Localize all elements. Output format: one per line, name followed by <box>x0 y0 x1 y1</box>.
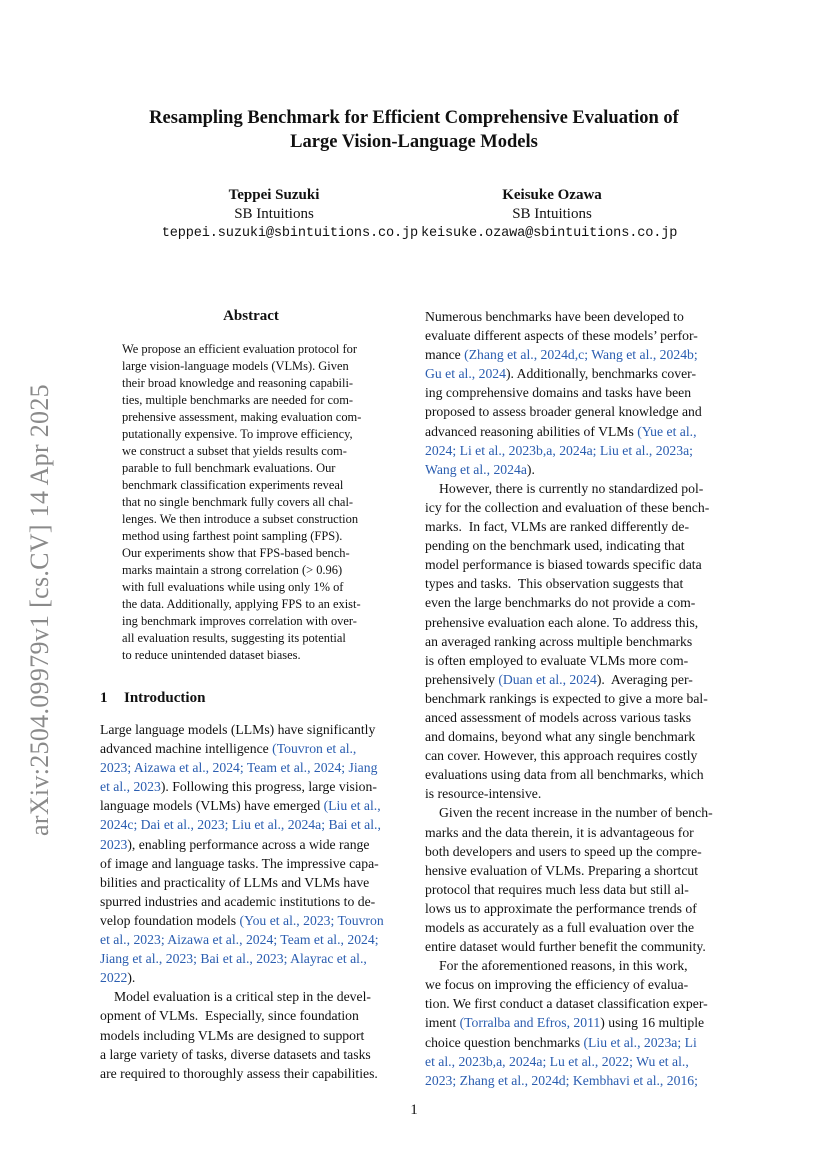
text-line <box>100 1064 410 1083</box>
text-line <box>425 555 733 574</box>
text-segment: benchmark rankings is expected to give a more bal- <box>425 690 708 706</box>
text-line <box>425 689 733 708</box>
text-line <box>425 632 733 651</box>
text-segment: protocol that requires much less data but still al- <box>425 881 689 897</box>
text-line <box>100 815 410 834</box>
text-segment: iment <box>425 1015 460 1031</box>
text-segment: a large variety of tasks, diverse datasets and tasks <box>100 1046 371 1062</box>
author-2-block <box>438 186 666 224</box>
citation-link[interactable]: 2023; Aizawa et al., 2024; Team et al., 2024; Jiang <box>100 760 378 776</box>
text-line <box>100 854 410 873</box>
text-line <box>100 911 410 930</box>
abstract-line: the data. Additionally, applying FPS to an exist- <box>122 597 361 611</box>
abstract-line: large vision-language models (VLMs). Given <box>122 359 349 373</box>
text-line <box>425 593 733 612</box>
text-segment: even the large benchmarks do not provide a com- <box>425 595 696 611</box>
text-line <box>100 930 410 949</box>
abstract-line: method using farthest point sampling (FPS). <box>122 529 343 543</box>
abstract-line: Our experiments show that FPS-based bench- <box>122 546 350 560</box>
citation-link[interactable]: 2022 <box>100 970 128 986</box>
citation-link[interactable]: (Liu et al., <box>323 798 381 814</box>
text-line <box>425 441 733 460</box>
abstract-line: their broad knowledge and reasoning capabili- <box>122 376 354 390</box>
text-line <box>425 746 733 765</box>
abstract-body <box>122 341 380 664</box>
abstract-line: to reduce unintended dataset biases. <box>122 648 301 662</box>
citation-link[interactable]: et al., 2023; Aizawa et al., 2024; Team et al., 2024; <box>100 932 379 948</box>
text-segment: ). Averaging per- <box>596 671 693 687</box>
text-segment: and domains, beyond what any single benchmark <box>425 729 696 745</box>
text-segment: is resource-intensive. <box>425 786 542 802</box>
citation-link[interactable]: (Yue et al., <box>637 423 697 439</box>
text-segment: we focus on improving the efficiency of evalua- <box>425 977 689 993</box>
text-line <box>425 498 733 517</box>
text-segment: For the aforementioned reasons, in this work, <box>439 958 688 974</box>
text-line <box>425 956 733 975</box>
text-line <box>425 803 733 822</box>
text-line <box>425 861 733 880</box>
text-segment: prehensive evaluation each alone. To address this, <box>425 614 699 630</box>
text-line <box>425 975 733 994</box>
text-line <box>425 326 733 345</box>
text-line <box>425 1013 733 1032</box>
text-line <box>425 727 733 746</box>
text-segment: types and tasks. This observation suggests that <box>425 576 684 592</box>
citation-link[interactable]: 2023; Zhang et al., 2024d; Kembhavi et al., 2016; <box>425 1072 698 1088</box>
text-line <box>425 517 733 536</box>
text-line <box>100 968 410 987</box>
citation-link[interactable]: (Torralba and Efros, 2011 <box>459 1015 601 1031</box>
text-segment: ) using 16 multiple <box>600 1015 705 1031</box>
text-segment: spurred industries and academic institutions to de- <box>100 893 376 909</box>
citation-link[interactable]: Jiang et al., 2023; Bai et al., 2023; Alayrac et al., <box>100 951 367 967</box>
text-segment: bilities and practicality of LLMs and VLMs have <box>100 874 370 890</box>
text-segment: marks. In fact, VLMs are ranked differently de- <box>425 519 690 535</box>
text-line <box>425 994 733 1013</box>
author-email[interactable]: keisuke.ozawa@sbintuitions.co.jp <box>421 226 678 241</box>
text-line <box>425 364 733 383</box>
text-line <box>425 880 733 899</box>
text-segment: pending on the benchmark used, indicating that <box>425 538 685 554</box>
text-segment: model performance is biased towards specific data <box>425 557 702 573</box>
citation-link[interactable]: 2023 <box>100 836 128 852</box>
arxiv-stamp: arXiv:2504.09979v1 [cs.CV] 14 Apr 2025 <box>25 384 54 836</box>
text-line <box>425 670 733 689</box>
text-segment: Numerous benchmarks have been developed to <box>425 309 684 324</box>
abstract-line: with full evaluations while using only 1% of <box>122 580 344 594</box>
text-segment: evaluate different aspects of these models’ perfor- <box>425 328 698 344</box>
abstract-heading: Abstract <box>223 308 279 324</box>
citation-link[interactable]: (Liu et al., 2023a; Li <box>583 1034 697 1050</box>
text-segment: ), enabling performance across a wide range <box>127 836 370 852</box>
text-line <box>100 758 410 777</box>
text-segment: are required to thoroughly assess their capabilities. <box>100 1065 378 1081</box>
abstract-line: putationally expensive. To improve efficiency, <box>122 427 353 441</box>
author-affiliation: SB Intuitions <box>512 206 592 222</box>
text-line <box>425 479 733 498</box>
abstract-line: benchmark classification experiments reveal <box>122 478 344 492</box>
text-line <box>425 1033 733 1052</box>
text-line <box>425 402 733 421</box>
text-line <box>425 1052 733 1071</box>
text-segment: prehensively <box>425 671 499 687</box>
text-segment: an averaged ranking across multiple benchmarks <box>425 633 693 649</box>
text-line <box>100 987 410 1006</box>
abstract-line: all evaluation results, suggesting its potential <box>122 631 346 645</box>
text-segment: anced assessment of models across various tasks <box>425 709 692 725</box>
text-segment: evaluations using data from all benchmarks, which <box>425 767 704 783</box>
abstract-line: We propose an efficient evaluation protocol for <box>122 342 357 356</box>
text-segment: tion. We first conduct a dataset classification exper- <box>425 996 708 1012</box>
citation-link[interactable]: et al., 2023 <box>100 779 161 795</box>
citation-link[interactable]: 2024c; Dai et al., 2023; Liu et al., 2024a; Bai et al., <box>100 817 381 833</box>
text-segment: proposed to assess broader general knowledge and <box>425 404 702 420</box>
citation-link[interactable]: (Touvron et al., <box>272 741 357 757</box>
author-email[interactable]: teppei.suzuki@sbintuitions.co.jp <box>161 226 418 241</box>
text-line <box>100 873 410 892</box>
text-line <box>425 918 733 937</box>
text-segment: advanced reasoning abilities of VLMs <box>425 423 638 439</box>
text-line <box>425 345 733 364</box>
text-segment: of image and language tasks. The impressive capa- <box>100 855 379 871</box>
citation-link[interactable]: (Duan et al., 2024 <box>498 671 597 687</box>
text-segment: ). <box>127 970 136 986</box>
text-line <box>425 899 733 918</box>
text-line <box>100 739 410 758</box>
text-segment: advanced machine intelligence <box>100 741 273 757</box>
text-line <box>425 613 733 632</box>
citation-link[interactable]: Wang et al., 2024a <box>425 461 527 477</box>
text-line <box>425 765 733 784</box>
text-segment: ). Additionally, benchmarks cover- <box>505 366 697 382</box>
text-line <box>425 784 733 803</box>
text-segment: can cover. However, this approach requires costly <box>425 748 698 764</box>
text-segment: marks and the data therein, it is advantageous for <box>425 824 694 840</box>
text-segment: language models (VLMs) have emerged <box>100 798 324 814</box>
citation-link[interactable]: (Zhang et al., 2024d,c; Wang et al., 2024b; <box>464 347 698 363</box>
text-line <box>425 574 733 593</box>
text-line <box>100 777 410 796</box>
text-segment: opment of VLMs. Especially, since foundation <box>100 1008 359 1024</box>
abstract-line: ties, multiple benchmarks are needed for com- <box>122 393 354 407</box>
text-segment: ). <box>526 461 535 477</box>
text-segment: However, there is currently no standardized pol- <box>439 480 704 496</box>
citation-link[interactable]: (You et al., 2023; Touvron <box>239 912 384 928</box>
section-title: Introduction <box>124 690 206 706</box>
text-line <box>100 892 410 911</box>
text-line <box>425 651 733 670</box>
left-column-text <box>100 720 410 1083</box>
section-number: 1 <box>100 690 108 706</box>
text-line <box>425 937 733 956</box>
text-line <box>425 536 733 555</box>
text-segment: ing comprehensive domains and tasks have been <box>425 385 692 401</box>
text-line <box>425 1071 733 1090</box>
text-line <box>425 383 733 402</box>
citation-link[interactable]: et al., 2023b,a, 2024a; Lu et al., 2022; Wu et al., <box>425 1053 689 1069</box>
text-line <box>425 307 733 326</box>
text-segment: ). Following this progress, large vision- <box>160 779 377 795</box>
text-segment: both developers and users to speed up the compre- <box>425 843 702 859</box>
abstract-line: parable to full benchmark evaluations. Our <box>122 461 336 475</box>
text-line <box>100 720 410 739</box>
citation-link[interactable]: 2024; Li et al., 2023b,a, 2024a; Liu et al., 2023a; <box>425 442 693 458</box>
text-line <box>100 1045 410 1064</box>
citation-link[interactable]: Gu et al., 2024 <box>425 366 506 382</box>
abstract-line: lenges. We then introduce a subset construction <box>122 512 359 526</box>
author-name: Keisuke Ozawa <box>502 187 602 203</box>
section-heading <box>100 688 410 708</box>
title-line-2: Large Vision-Language Models <box>290 132 538 152</box>
abstract-line: prehensive assessment, making evaluation com- <box>122 410 362 424</box>
text-line <box>425 823 733 842</box>
text-segment: choice question benchmarks <box>425 1034 584 1050</box>
text-line <box>425 708 733 727</box>
text-segment: Given the recent increase in the number of bench- <box>439 805 713 821</box>
text-line <box>425 460 733 479</box>
author-affiliation: SB Intuitions <box>234 206 314 222</box>
abstract-line: marks maintain a strong correlation (> 0.96) <box>122 563 343 577</box>
text-segment: is often employed to evaluate VLMs more com- <box>425 652 689 668</box>
abstract-line: we construct a subset that yields results com- <box>122 444 347 458</box>
text-line <box>100 949 410 968</box>
paper-title <box>100 106 728 154</box>
page-number: 1 <box>410 1102 418 1118</box>
abstract-line: that no single benchmark fully covers all chal- <box>122 495 354 509</box>
author-name: Teppei Suzuki <box>228 187 320 203</box>
text-segment: icy for the collection and evaluation of these bench- <box>425 499 710 515</box>
right-column-text <box>425 307 733 1090</box>
text-segment: Model evaluation is a critical step in the devel- <box>114 989 371 1005</box>
text-segment: models as accurately as a full evaluation over the <box>425 920 695 935</box>
text-line <box>100 835 410 854</box>
text-segment: entire dataset would further benefit the community. <box>425 939 706 955</box>
text-line <box>425 422 733 441</box>
text-segment: mance <box>425 347 465 363</box>
text-segment: hensive evaluation of VLMs. Preparing a shortcut <box>425 862 699 878</box>
abstract-line: ing benchmark improves correlation with over- <box>122 614 357 628</box>
text-segment: velop foundation models <box>100 912 240 928</box>
author-1-block <box>160 186 388 224</box>
title-line-1: Resampling Benchmark for Efficient Comprehensive Evaluation of <box>149 108 679 128</box>
text-line <box>100 1026 410 1045</box>
text-segment: lows us to approximate the performance trends of <box>425 900 697 916</box>
text-segment: Large language models (LLMs) have significantly <box>100 722 376 737</box>
text-segment: models including VLMs are designed to support <box>100 1027 365 1043</box>
text-line <box>100 796 410 815</box>
text-line <box>425 842 733 861</box>
text-line <box>100 1006 410 1025</box>
